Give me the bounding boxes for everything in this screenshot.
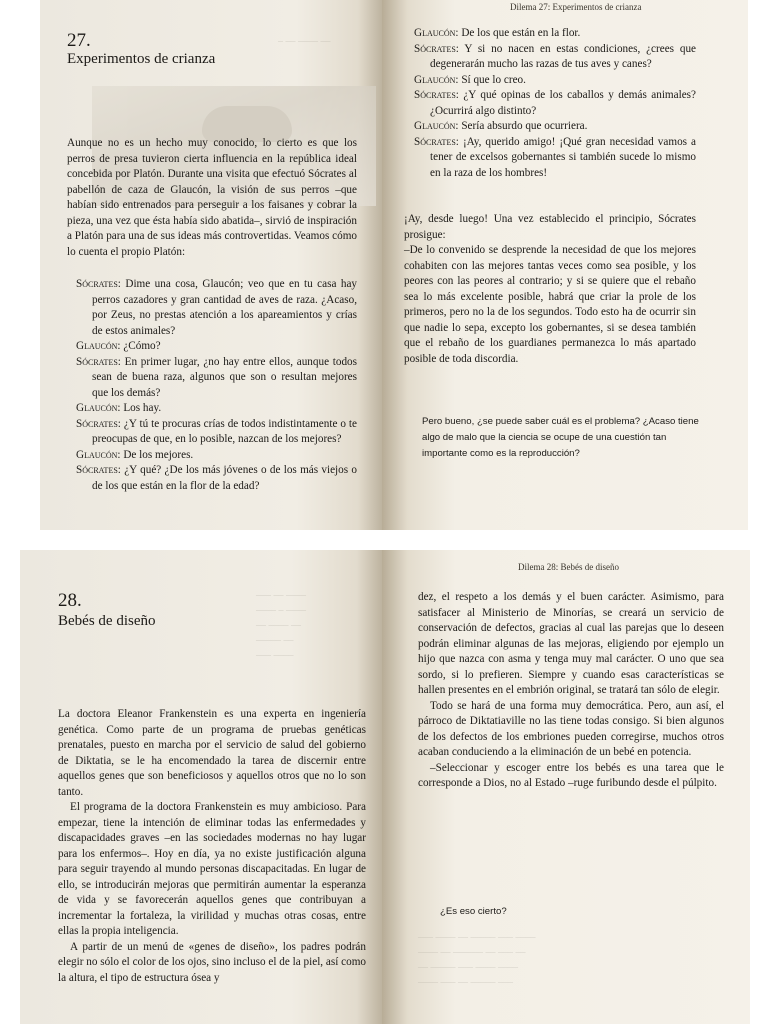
- body-text: [58, 707, 366, 986]
- body-paragraph: El programa de la doctora Frankenstein es muy ambicioso. Para empezar, tiene la intención de eliminar todas las enfermedades y discapacidades graves –en las sociedades modernas no hay lugar para los enfermos–. Hoy en día, ya no existe justificación alguna para seguir trayendo al mundo personas discapacitadas. En lugar de ello, se introducirán mejoras que permitirán aumentar la esperanza de vida y se favorecerán aquellos genes que contribuyan a incrementar la fortaleza, la virilidad y muchas otras cosas, entre ellas la propia inteligencia.: [58, 801, 366, 937]
- right-page-chapter-27: [382, 0, 748, 530]
- dialogue-line: Glaucón: Sí que lo creo.: [414, 73, 526, 86]
- left-page-chapter-27: [40, 0, 382, 530]
- chapter-number: 27.: [67, 30, 91, 51]
- book-spread-28: [0, 550, 768, 1024]
- dialogue-block: [76, 277, 357, 494]
- dialogue-line: Sócrates: ¿Y tú te procuras crías de todos indistintamente o te preocupas de que, en lo posible, nazcan de los mejores?: [76, 417, 357, 445]
- dialogue-line: Glaucón: Los hay.: [76, 402, 162, 414]
- left-page-chapter-28: [20, 550, 382, 1024]
- dialogue-line: Sócrates: En primer lugar, ¿no hay entre ellos, aunque todos sean de buena raza, algunos que son o resultan mejores que los demás?: [76, 355, 358, 399]
- dialogue-line: Glaucón: Sería absurdo que ocurriera.: [414, 120, 588, 132]
- intro-paragraph: [67, 136, 357, 260]
- dialogue-line: Glaucón: De los que están en la flor.: [414, 27, 581, 39]
- chapter-number: 28.: [58, 590, 82, 611]
- dialogue-line: Glaucón: ¿Cómo?: [76, 340, 161, 352]
- dialogue-line: Glaucón: De los mejores.: [76, 448, 194, 461]
- chapter-title: Bebés de diseño: [58, 613, 156, 629]
- running-head: Dilema 27: Experimentos de crianza: [510, 2, 642, 12]
- body-paragraph: A partir de un menú de «genes de diseño», los padres podrán elegir no sólo el color de los ojos, sino incluso el de la piel, así como la altura, el tipo de estructura ósea y: [58, 940, 366, 984]
- body-text: [418, 590, 724, 792]
- show-through-text: ‒ ‒‒ ‒‒‒‒ ‒‒: [278, 36, 331, 47]
- narrative-block: [404, 212, 696, 367]
- dilemma-question: ¿Es eso cierto?: [440, 906, 507, 917]
- body-paragraph: –Seleccionar y escoger entre los bebés es una tarea que le corresponde a Dios, no al Estado –ruge furibundo desde el púlpito.: [418, 761, 724, 789]
- dialogue-line: Sócrates: Y si no nacen en estas condiciones, ¿crees que degenerarán mucho las razas de tus aves y canes?: [414, 42, 696, 70]
- right-page-chapter-28: [382, 550, 750, 1024]
- body-paragraph: Todo se hará de una forma muy democrática. Pero, aun así, el párroco de Diktatiaville no las tiene todas consigo. Si bien algunos de los defectos de los embriones pueden corregirse, muchos otros acaban conduciendo a la eliminación de un bebé en potencia.: [418, 699, 724, 758]
- narrative-paragraph: ¡Ay, desde luego! Una vez establecido el principio, Sócrates prosigue:: [404, 213, 696, 241]
- quoted-paragraph: –De lo convenido se desprende la necesidad de que los mejores cohabiten con las mejores tantas veces como sea posible, y los peores con las peores al contrario; y si se quiere que el rebaño sea lo más excelente posible, habrá que criar la prole de los primeros, pero no la de los segundos. Todo esto ha de ocurrir sin que nadie lo sepa, excepto los gobernantes, si se desea también que el rebaño de los guardianes permanezca lo más apartado posible de toda discordia.: [404, 244, 696, 365]
- dialogue-line: Sócrates: ¡Ay, querido amigo! ¡Qué gran necesidad vamos a tener de excelsos gobernantes si también sucede lo mismo en la raza de los hombres!: [414, 135, 697, 179]
- show-through-text: ‒‒‒ ‒‒‒‒ ‒‒ ‒‒‒‒‒ ‒‒‒ ‒‒‒‒ ‒‒‒‒ ‒‒ ‒‒‒‒‒‒ ‒‒ ‒‒‒ ‒‒ ‒‒ ‒‒‒‒‒ ‒‒‒ ‒‒‒‒ ‒‒‒‒ ‒‒‒‒ ‒‒‒ ‒‒ ‒‒‒‒‒ ‒‒‒: [418, 932, 536, 988]
- chapter-title: Experimentos de crianza: [67, 51, 216, 67]
- question-text: Pero bueno, ¿se puede saber cuál es el problema? ¿Acaso tiene algo de malo que la ciencia se ocupe de una cuestión tan importante como es la reproducción?: [422, 416, 699, 459]
- running-head: Dilema 28: Bebés de diseño: [518, 562, 619, 572]
- dialogue-block: [414, 26, 696, 181]
- dialogue-line: Sócrates: ¿Y qué? ¿De los más jóvenes o de los más viejos o de los que están en la flor de la edad?: [76, 464, 357, 492]
- body-paragraph: dez, el respeto a los demás y el buen carácter. Asimismo, para satisfacer al Ministerio de Minorías, se creará un servicio de conservación de defectos, gracias al cual las parejas que lo deseen podrán eliminar algunas de las mejoras, eligiendo por ejemplo un hijo que nazca con asma y tenga muy mal carácter. O uno que sea sordo, si lo prefieren. Siempre y cuando esas características se hallen presentes en el embrión original, se tratará tan sólo de elegir.: [418, 591, 724, 696]
- dialogue-line: Sócrates: ¿Y qué opinas de los caballos y demás animales? ¿Ocurrirá algo distinto?: [414, 89, 696, 117]
- intro-text: Aunque no es un hecho muy conocido, lo cierto es que los perros de presa tuvieron cierta influencia en la república ideal concebida por Platón. Durante una visita que efectuó Sócrates al pabellón de caza de Glaucón, la visión de sus perros –que habían sido entrenados para perseguir a los faisanes y cobrar la pieza, una vez que ésta había sido abatida–, sirvió de inspiración a Platón para una de sus ideas más controvertidas. Veamos cómo lo cuenta el propio Platón:: [67, 137, 357, 258]
- body-paragraph: La doctora Eleanor Frankenstein es una experta en ingeniería genética. Como parte de un programa de pruebas genéticas prenatales, puesto en marcha por el servicio de salud del gobierno de Diktatia, se le ha encomendado la tarea de discernir entre aquellos genes que son beneficiosos y aquellos otros que no lo son tanto.: [58, 708, 366, 798]
- dilemma-questions: [422, 414, 702, 462]
- dialogue-line: Sócrates: Dime una cosa, Glaucón; veo que en tu casa hay perros cazadores y gran cantidad de aves de raza. ¿Acaso, por Zeus, no prestas atención a los apareamientos y crías de estos animales?: [76, 278, 358, 337]
- show-through-text: ‒‒‒ ‒‒ ‒‒‒‒ ‒‒‒‒ ‒ ‒‒‒‒ ‒‒ ‒‒‒‒ ‒‒ ‒‒‒‒‒ ‒‒ ‒‒‒ ‒‒‒‒: [256, 590, 306, 661]
